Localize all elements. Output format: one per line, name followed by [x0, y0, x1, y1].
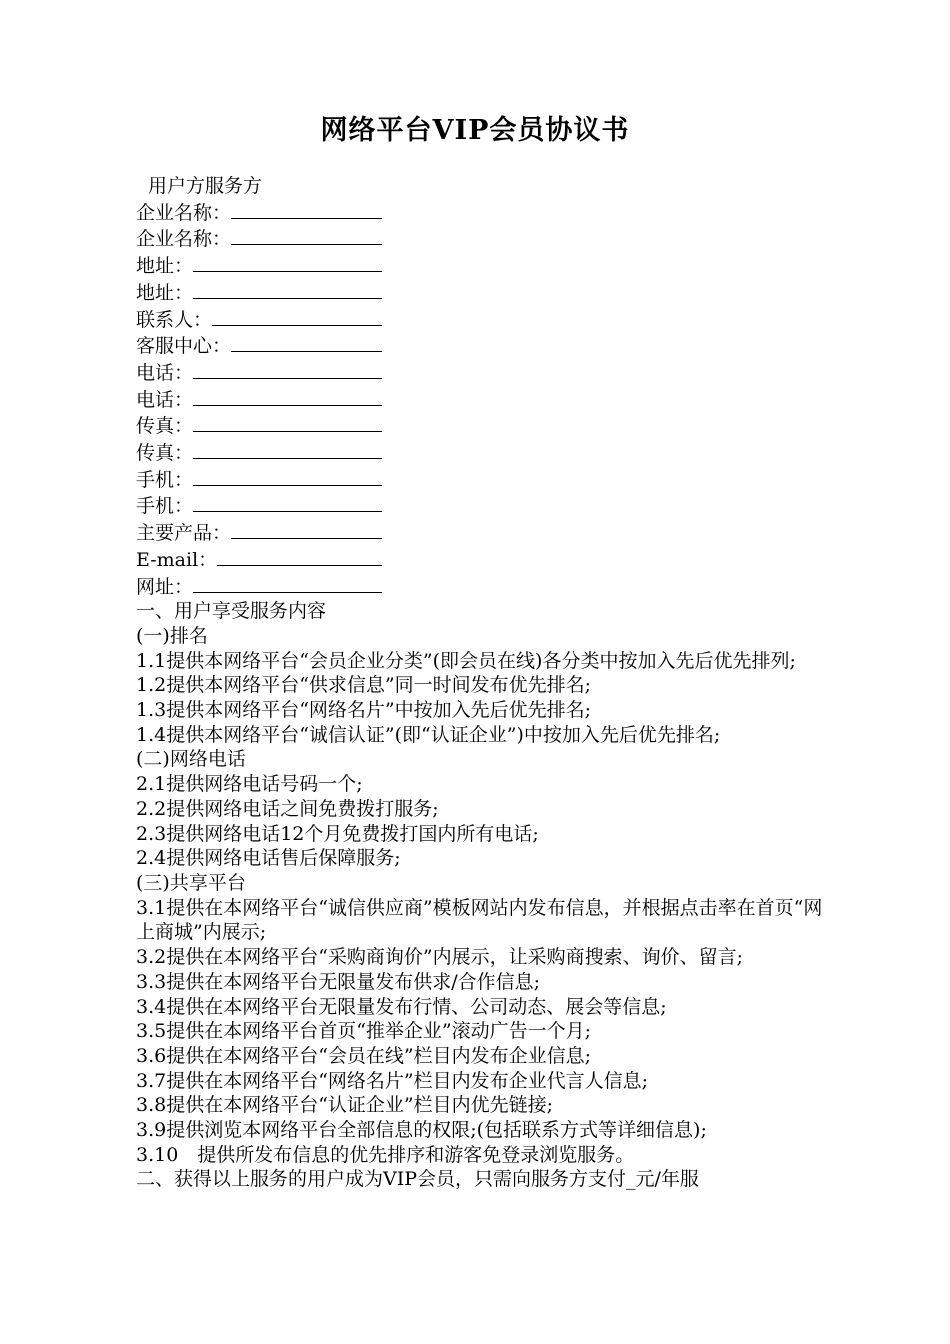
field-blank-line[interactable]	[193, 386, 382, 406]
field-label: 企业名称：	[136, 228, 232, 251]
list-item: 3.9提供浏览本网络平台全部信息的权限;(包括联系方式等详细信息);	[136, 1119, 707, 1142]
field-blank-line[interactable]	[217, 546, 382, 566]
list-item: 3.5提供在本网络平台首页“推举企业”滚动广告一个月;	[136, 1020, 592, 1043]
list-item: 1.2提供本网络平台“供求信息”同一时间发布优先排名;	[136, 674, 592, 697]
document-title: 网络平台VIP会员协议书	[320, 115, 630, 146]
field-label: 地址：	[136, 281, 194, 304]
form-field-row	[136, 519, 826, 546]
field-label: 电话：	[136, 361, 194, 384]
field-label: 传真：	[136, 442, 194, 465]
parties-header: 用户方服务方	[148, 175, 263, 197]
form-field-row	[136, 546, 826, 573]
field-label: 地址：	[136, 255, 194, 278]
form-field-row	[136, 225, 826, 252]
form-field-row	[136, 573, 826, 600]
form-field-row	[136, 386, 826, 413]
field-label: E-mail：	[136, 548, 218, 571]
field-label: 主要产品：	[136, 522, 232, 545]
field-label: 手机：	[136, 495, 194, 518]
list-item: 2.4提供网络电话售后保障服务;	[136, 847, 401, 870]
field-blank-line[interactable]	[193, 359, 382, 379]
field-label: 联系人：	[136, 308, 213, 331]
subsection-platform-heading: (三)共享平台	[136, 871, 246, 894]
subsection-ranking-heading: (一)排名	[136, 624, 208, 647]
form-field-row	[136, 252, 826, 279]
field-blank-line[interactable]	[193, 279, 382, 299]
subsection-phone-heading: (二)网络电话	[136, 748, 246, 771]
field-blank-line[interactable]	[193, 439, 382, 459]
field-label: 电话：	[136, 388, 194, 411]
field-blank-line[interactable]	[231, 519, 382, 539]
form-field-row	[136, 439, 826, 466]
field-label: 企业名称：	[136, 201, 232, 224]
list-item: 1.1提供本网络平台“会员企业分类”(即会员在线)各分类中按加入先后优先排列;	[136, 649, 796, 672]
list-item: 3.6提供在本网络平台“会员在线”栏目内发布企业信息;	[136, 1044, 592, 1067]
field-label: 手机：	[136, 468, 194, 491]
field-blank-line[interactable]	[193, 492, 382, 512]
field-label: 网址：	[136, 575, 194, 598]
field-blank-line[interactable]	[193, 573, 382, 593]
contact-fields	[136, 199, 826, 600]
list-item: 2.1提供网络电话号码一个;	[136, 773, 363, 796]
list-item: 1.3提供本网络平台“网络名片”中按加入先后优先排名;	[136, 699, 592, 722]
list-item: 3.4提供在本网络平台无限量发布行情、公司动态、展会等信息;	[136, 995, 667, 1018]
field-label: 传真：	[136, 415, 194, 438]
field-label: 客服中心：	[136, 335, 232, 358]
list-item: 1.4提供本网络平台“诚信认证”(即“认证企业”)中按加入先后优先排名;	[136, 723, 721, 746]
form-field-row	[136, 199, 826, 226]
field-blank-line[interactable]	[212, 306, 382, 326]
field-blank-line[interactable]	[193, 412, 382, 432]
field-blank-line[interactable]	[231, 225, 382, 245]
document-body	[136, 174, 826, 1192]
list-item: 2.2提供网络电话之间免费拨打服务;	[136, 797, 439, 820]
field-blank-line[interactable]	[231, 199, 382, 219]
field-blank-line[interactable]	[231, 332, 382, 352]
list-item: 2.3提供网络电话12个月免费拨打国内所有电话;	[136, 822, 539, 845]
form-field-row	[136, 332, 826, 359]
list-item: 3.10 提供所发布信息的优先排序和游客免登录浏览服务。	[136, 1143, 635, 1166]
field-blank-line[interactable]	[193, 466, 382, 486]
section-1-heading: 一、用户享受服务内容	[136, 600, 327, 623]
list-item: 3.1提供在本网络平台“诚信供应商”模板网站内发布信息，并根据点击率在首页“网上商城”内展示;	[136, 896, 823, 944]
list-item: 3.7提供在本网络平台“网络名片”栏目内发布企业代言人信息;	[136, 1069, 649, 1092]
form-field-row	[136, 279, 826, 306]
field-blank-line[interactable]	[193, 252, 382, 272]
section-2-text: 二、获得以上服务的用户成为VIP会员，只需向服务方支付_元/年服	[136, 1168, 699, 1191]
form-field-row	[136, 359, 826, 386]
list-item: 3.3提供在本网络平台无限量发布供求/合作信息;	[136, 970, 541, 993]
list-item: 3.2提供在本网络平台“采购商询价”内展示，让采购商搜索、询价、留言;	[136, 946, 744, 969]
form-field-row	[136, 306, 826, 333]
form-field-row	[136, 466, 826, 493]
form-field-row	[136, 412, 826, 439]
form-field-row	[136, 492, 826, 519]
list-item: 3.8提供在本网络平台“认证企业”栏目内优先链接;	[136, 1094, 554, 1117]
